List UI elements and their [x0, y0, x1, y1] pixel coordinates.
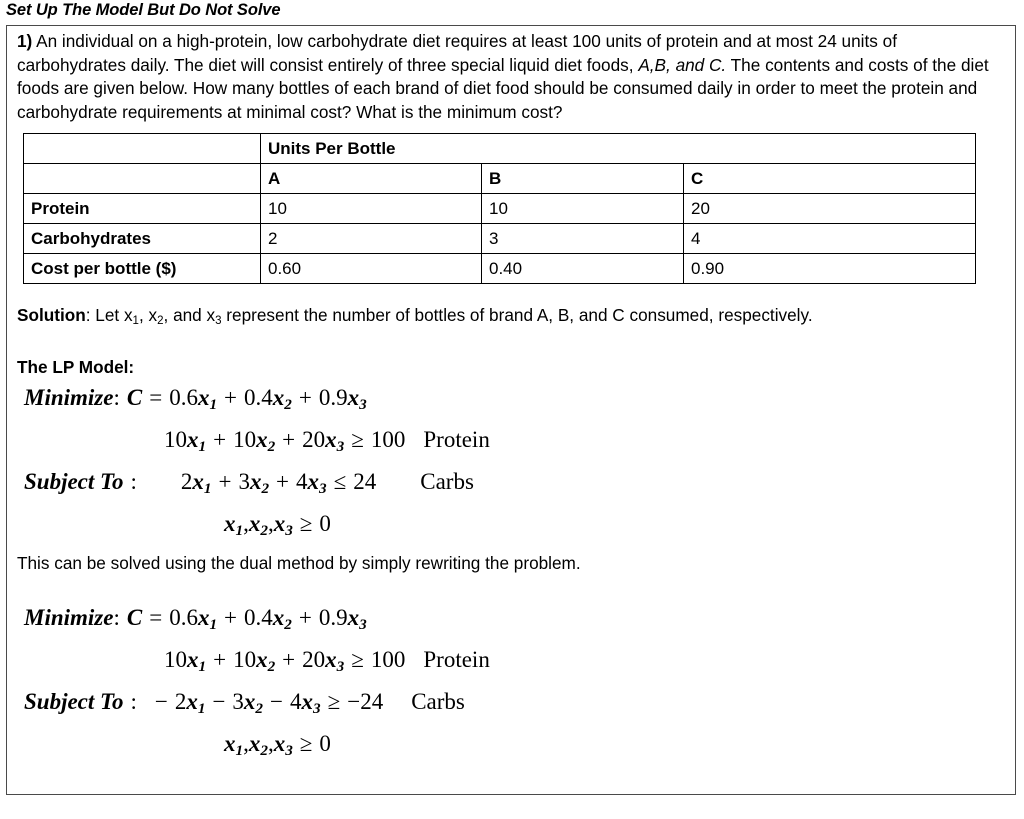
table-row — [24, 224, 976, 254]
dual-term3-var: x — [347, 604, 360, 630]
primal-protein-op2: + — [282, 426, 296, 452]
cell-carbs-a: 2 — [261, 224, 482, 254]
primal-model-block — [14, 378, 1007, 546]
dual-nonneg-rhs: 0 — [319, 730, 331, 756]
primal-carbs-op1: + — [218, 468, 232, 494]
table-cell-empty-left — [24, 164, 261, 194]
table-row-column-headers — [24, 164, 976, 194]
cell-carbs-c: 4 — [684, 224, 976, 254]
primal-term3-var: x — [347, 384, 360, 410]
solution-sub-2: 2 — [157, 315, 164, 328]
dual-objective-line — [14, 598, 1007, 640]
dual-objective-var-c: C — [126, 604, 143, 630]
dual-carbs-s2: 2 — [255, 699, 264, 717]
dual-nonneg-v3: x — [273, 730, 286, 756]
dual-carbs-s3: 3 — [313, 699, 321, 717]
dual-term2-coef: 0.4 — [244, 604, 273, 630]
dual-protein-op1: + — [213, 646, 227, 672]
primal-term1-var: x — [197, 384, 210, 410]
dual-subject-to-colon: : — [130, 688, 137, 714]
cell-protein-b: 10 — [482, 194, 684, 224]
primal-carbs-s2: 2 — [261, 480, 270, 498]
problem-emphasis-brands: A,B, and C. — [638, 54, 727, 75]
primal-carbs-v3: x — [307, 468, 320, 494]
primal-carbs-v2: x — [249, 468, 262, 494]
lp-model-heading: The LP Model: — [17, 356, 135, 377]
primal-protein-rhs: 100 — [370, 426, 406, 452]
primal-objective-line — [14, 378, 1007, 420]
primal-objective-colon: : — [113, 384, 120, 410]
dual-term1-var: x — [197, 604, 210, 630]
dual-nonnegativity-line — [14, 724, 1007, 766]
primal-nonneg-sep1: , — [243, 510, 249, 536]
table-header-units-per-bottle: Units Per Bottle — [261, 134, 976, 164]
primal-carbs-v1: x — [192, 468, 204, 494]
dual-protein-op2: + — [282, 646, 296, 672]
table-header-a: A — [261, 164, 482, 194]
dual-term1-sub: 1 — [209, 615, 218, 633]
primal-carbs-rhs: 24 — [353, 468, 377, 494]
dual-objective-equals: = — [149, 604, 163, 630]
primal-term1-coef: 0.6 — [169, 384, 198, 410]
dual-subject-to-keyword: Subject To — [24, 688, 124, 714]
table-row — [24, 254, 976, 284]
primal-carbs-c3: 4 — [296, 468, 308, 494]
primal-nonneg-v1: x — [224, 510, 236, 536]
primal-subject-to-keyword: Subject To — [24, 468, 124, 494]
dual-term2-var: x — [272, 604, 285, 630]
cell-protein-c: 20 — [684, 194, 976, 224]
dual-term2-sub: 2 — [284, 615, 292, 633]
primal-nonneg-s2: 2 — [260, 522, 268, 540]
primal-objective-var-c: C — [126, 384, 143, 410]
dual-protein-relation: ≥ — [351, 646, 364, 672]
primal-nonnegativity-line — [14, 504, 1007, 546]
dual-protein-s1: 1 — [198, 657, 207, 675]
dual-term3-coef: 0.9 — [318, 604, 348, 630]
table-cell-empty-corner — [24, 134, 261, 164]
dual-nonneg-sep1: , — [243, 730, 249, 756]
primal-carbs-relation: ≤ — [333, 468, 347, 494]
row-label-carbohydrates: Carbohydrates — [24, 224, 261, 254]
dual-plus-1: + — [224, 604, 238, 630]
solution-mid-2: , and x — [163, 305, 216, 326]
table-header-c: C — [684, 164, 976, 194]
dual-objective-keyword: Minimize — [24, 604, 114, 630]
dual-carbs-op1: − — [212, 688, 226, 714]
primal-nonneg-rhs: 0 — [319, 510, 331, 536]
primal-term2-sub: 2 — [284, 396, 292, 414]
primal-term2-coef: 0.4 — [244, 384, 273, 410]
page-title: Set Up The Model But Do Not Solve — [6, 1, 281, 19]
dual-nonneg-relation: ≥ — [299, 730, 313, 756]
solution-paragraph — [14, 304, 1007, 331]
dual-carbs-tag: Carbs — [411, 688, 465, 714]
dual-nonneg-s3: 3 — [285, 741, 293, 759]
primal-protein-c3: 20 — [302, 426, 326, 452]
primal-protein-s1: 1 — [198, 438, 207, 456]
table-row — [24, 194, 976, 224]
dual-protein-v2: x — [256, 646, 268, 672]
dual-carbs-op2: − — [270, 688, 283, 714]
solution-sub-1: 1 — [132, 315, 139, 328]
dual-protein-v3: x — [325, 646, 337, 672]
content-inner — [7, 26, 1015, 766]
dual-protein-c1: 10 — [164, 646, 187, 672]
dual-term3-sub: 3 — [359, 615, 367, 633]
dual-model-block — [14, 598, 1007, 766]
spacer — [14, 576, 1007, 598]
cell-cost-c: 0.90 — [684, 254, 976, 284]
primal-objective-keyword: Minimize — [24, 384, 114, 410]
primal-carbs-c2: 3 — [238, 468, 250, 494]
problem-text-part1: An individual on a high-protein, low carbohydrate diet requires at least 100 units of protein and at most 24 units of carbohydrates daily. The diet will consist entirely of three special liquid diet foods, — [17, 31, 897, 75]
dual-carbs-s1: 1 — [197, 699, 206, 717]
dual-nonneg-sep2: , — [267, 730, 274, 756]
dual-carbs-relation: ≥ — [327, 688, 341, 714]
dual-nonneg-s1: 1 — [235, 741, 244, 759]
dual-carbs-constraint-line — [14, 682, 1007, 724]
primal-protein-c1: 10 — [164, 426, 187, 452]
primal-carbs-tag: Carbs — [420, 468, 474, 494]
primal-protein-s2: 2 — [267, 438, 276, 456]
dual-carbs-c1: 2 — [174, 688, 187, 714]
primal-protein-constraint-line — [14, 420, 1007, 462]
dual-carbs-v3: x — [301, 688, 313, 714]
primal-protein-c2: 10 — [233, 426, 257, 452]
primal-plus-1: + — [224, 384, 238, 410]
primal-objective-equals: = — [149, 384, 163, 410]
primal-term2-var: x — [272, 384, 285, 410]
row-label-protein: Protein — [24, 194, 261, 224]
problem-number: 1) — [17, 31, 33, 51]
dual-term1-coef: 0.6 — [169, 604, 198, 630]
dual-plus-2: + — [298, 604, 312, 630]
primal-term3-sub: 3 — [359, 396, 367, 414]
primal-protein-v2: x — [256, 426, 268, 452]
dual-carbs-rhs: −24 — [347, 688, 384, 714]
dual-nonneg-v1: x — [224, 730, 236, 756]
primal-nonneg-v3: x — [273, 510, 286, 536]
primal-carbs-constraint-line — [14, 462, 1007, 504]
cell-cost-a: 0.60 — [261, 254, 482, 284]
primal-nonneg-s1: 1 — [235, 522, 244, 540]
cell-carbs-b: 3 — [482, 224, 684, 254]
primal-carbs-op2: + — [276, 468, 290, 494]
primal-protein-relation: ≥ — [351, 426, 364, 452]
primal-nonneg-v2: x — [248, 510, 261, 536]
primal-protein-tag: Protein — [423, 426, 490, 452]
primal-carbs-s1: 1 — [203, 480, 212, 498]
dual-protein-constraint-line — [14, 640, 1007, 682]
solution-label: Solution — [17, 305, 86, 326]
dual-objective-colon: : — [113, 604, 120, 630]
primal-protein-op1: + — [213, 426, 227, 452]
content-box — [6, 25, 1016, 795]
primal-protein-v1: x — [187, 426, 199, 452]
table-row-group-header — [24, 134, 976, 164]
primal-protein-s3: 3 — [336, 438, 345, 456]
dual-carbs-v1: x — [186, 688, 198, 714]
primal-nonneg-sep2: , — [267, 510, 274, 536]
table-header-b: B — [482, 164, 684, 194]
dual-protein-rhs: 100 — [370, 646, 406, 672]
solution-colon-text: : Let x — [85, 305, 133, 326]
problem-statement — [14, 30, 1007, 124]
dual-protein-s3: 3 — [336, 657, 345, 675]
dual-carbs-c3: 4 — [290, 688, 302, 714]
primal-protein-v3: x — [325, 426, 337, 452]
dual-protein-v1: x — [187, 646, 199, 672]
dual-carbs-v2: x — [243, 688, 256, 714]
dual-protein-c3: 20 — [302, 646, 326, 672]
dual-carbs-lead-sign: − — [154, 688, 168, 714]
diet-data-table — [23, 133, 976, 284]
primal-plus-2: + — [298, 384, 312, 410]
dual-nonneg-v2: x — [248, 730, 261, 756]
solution-mid-1: , x — [138, 305, 158, 326]
primal-term1-sub: 1 — [209, 396, 218, 414]
row-label-cost-per-bottle: Cost per bottle ($) — [24, 254, 261, 284]
primal-term3-coef: 0.9 — [318, 384, 348, 410]
dual-protein-tag: Protein — [423, 646, 490, 672]
primal-nonneg-s3: 3 — [285, 522, 293, 540]
primal-subject-to-colon: : — [130, 468, 137, 494]
dual-nonneg-s2: 2 — [260, 741, 268, 759]
cell-protein-a: 10 — [261, 194, 482, 224]
dual-protein-c2: 10 — [233, 646, 257, 672]
solution-tail: represent the number of bottles of brand A, B, and C consumed, respectively. — [221, 305, 813, 326]
dual-protein-s2: 2 — [267, 657, 276, 675]
cell-cost-b: 0.40 — [482, 254, 684, 284]
primal-carbs-c1: 2 — [180, 468, 193, 494]
primal-nonneg-relation: ≥ — [299, 510, 313, 536]
dual-carbs-c2: 3 — [232, 688, 244, 714]
primal-carbs-s3: 3 — [319, 480, 327, 498]
problem-text-part2: The contents and costs of the diet foods are given below. How many bottles of each brand of diet food should be consumed daily in order to meet the protein and carbohydrate requirements at minimal cost? What is the minimum cost? — [17, 54, 989, 122]
solution-sub-3: 3 — [215, 315, 222, 328]
dual-method-note: This can be solved using the dual method by simply rewriting the problem. — [17, 552, 581, 573]
